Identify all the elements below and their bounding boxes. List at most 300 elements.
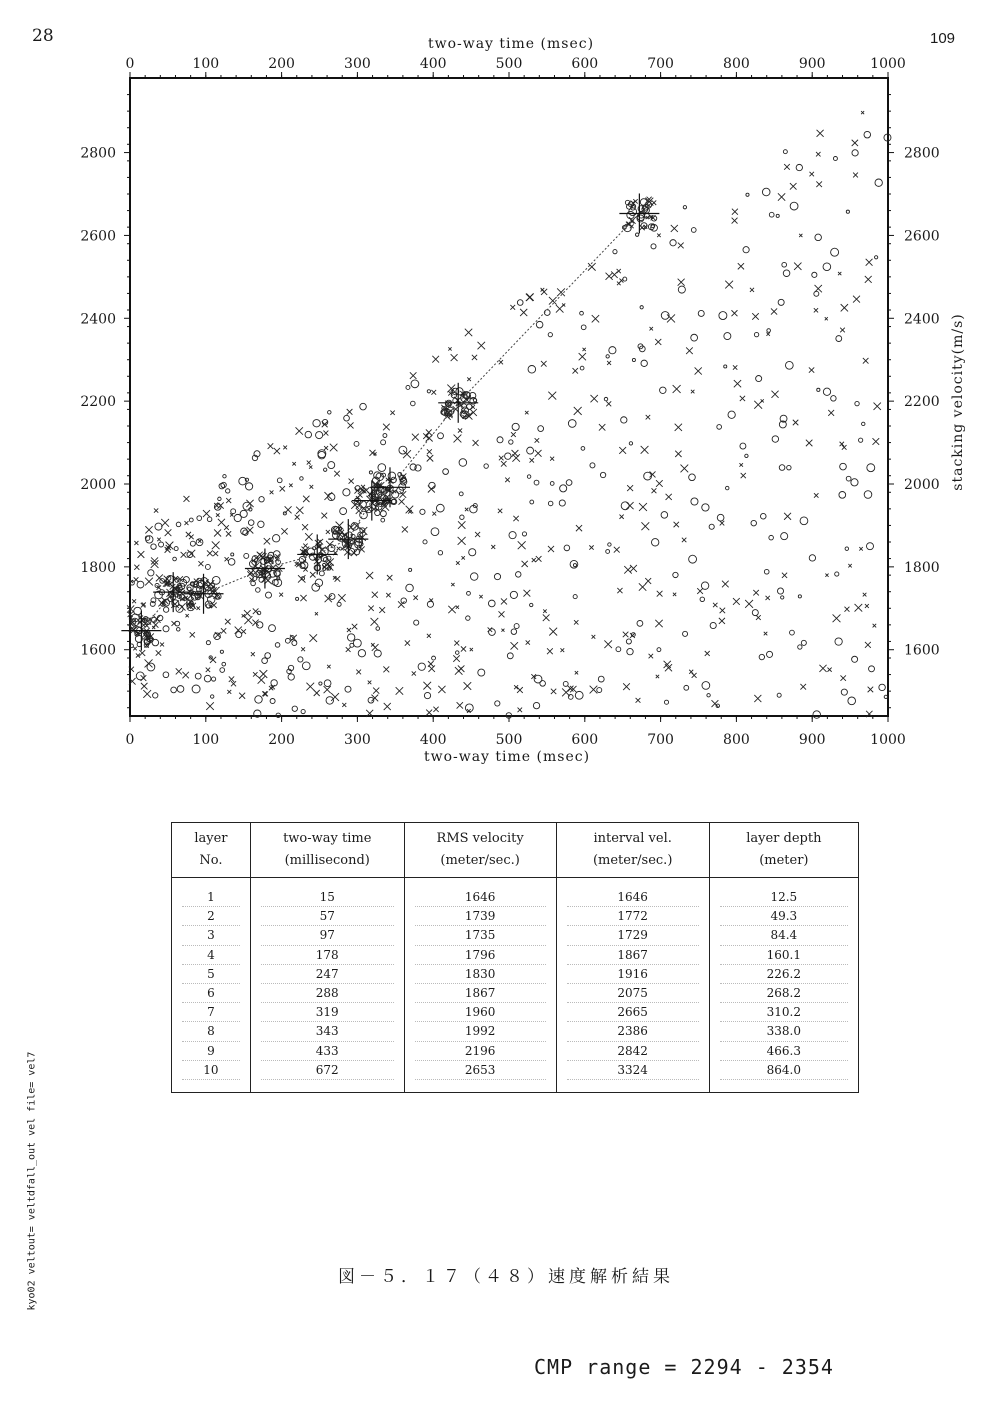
scatter-point-cross (325, 595, 332, 602)
scatter-point-cross (575, 671, 578, 674)
pick-trend-line (141, 213, 639, 630)
side-note-vertical: kyo02 veltout= veltdfall_out vel file= vel7 (26, 1051, 38, 1311)
y-axis-title: stacking velocity(m/s) (950, 313, 966, 491)
scatter-point-cross (691, 390, 695, 394)
rms-velocity-cell: 1796 (415, 946, 546, 965)
scatter-point-cross (184, 521, 188, 525)
scatter-point-circle (657, 648, 661, 652)
scatter-point-cross (873, 438, 880, 445)
scatter-point-cross (738, 263, 744, 269)
scatter-point-circle (438, 433, 444, 439)
layer-no-cell: 9 (182, 1042, 240, 1061)
scatter-point-cross (675, 451, 681, 457)
scatter-point-cross (841, 304, 848, 311)
scatter-point-cross (423, 682, 431, 690)
y-tick-label-right: 2000 (904, 477, 940, 493)
scatter-point-cross (402, 526, 408, 532)
scatter-point-circle (606, 355, 609, 358)
y-tick-label-right: 2800 (904, 145, 940, 162)
scatter-point-cross (212, 541, 220, 549)
scatter-point-cross (226, 498, 231, 503)
scatter-point-cross (458, 521, 465, 528)
scatter-point-cross (303, 544, 307, 548)
scatter-point-circle (514, 624, 519, 629)
scatter-point-cross (324, 446, 328, 450)
scatter-point-cross (713, 603, 717, 607)
scatter-point-cross (611, 271, 617, 277)
scatter-point-cross (338, 594, 345, 601)
scatter-point-cross (784, 164, 790, 170)
scatter-point-circle (226, 489, 230, 493)
scatter-point-cross (627, 485, 633, 491)
scatter-point-circle (163, 672, 169, 678)
scatter-point-circle (717, 514, 724, 521)
scatter-point-circle (651, 539, 658, 546)
scatter-point-circle (606, 550, 610, 554)
scatter-point-circle (231, 509, 236, 514)
scatter-point-cross (766, 596, 770, 600)
scatter-point-circle (581, 447, 585, 451)
y-tick-label-left: 1800 (80, 559, 116, 576)
scatter-point-circle (777, 693, 781, 697)
scatter-point-cross (384, 703, 391, 710)
scatter-point-circle (800, 517, 808, 525)
scatter-point-cross (292, 462, 295, 465)
scatter-point-cross (874, 403, 881, 410)
scatter-point-circle (740, 443, 746, 449)
scatter-point-cross (673, 385, 681, 393)
scatter-point-cross (296, 427, 303, 434)
scatter-point-circle (632, 358, 635, 361)
scatter-point-circle (151, 544, 156, 549)
scatter-point-cross (368, 606, 373, 611)
scatter-point-circle (781, 596, 784, 599)
scatter-point-cross (153, 622, 159, 628)
scatter-point-cross (344, 549, 350, 555)
layer-depth-cell: 338.0 (720, 1022, 848, 1041)
scatter-point-cross (535, 438, 540, 443)
velocity-results-table (171, 822, 859, 1093)
scatter-point-circle (517, 300, 523, 306)
scatter-point-circle (163, 626, 169, 632)
scatter-point-cross (145, 526, 152, 533)
scatter-point-cross (588, 263, 596, 271)
scatter-point-circle (783, 270, 790, 277)
scatter-point-cross (428, 486, 435, 493)
scatter-point-cross (793, 420, 798, 425)
scatter-point-circle (204, 675, 211, 682)
scatter-point-circle (220, 668, 225, 673)
scatter-point-cross (470, 648, 473, 651)
pick-markers (121, 193, 659, 650)
scatter-point-cross (451, 354, 458, 361)
scatter-point-cross (258, 676, 265, 683)
scatter-point-cross (178, 603, 185, 610)
scatter-point-cross (838, 272, 841, 275)
scatter-point-cross (366, 572, 373, 579)
scatter-point-circle (197, 516, 202, 521)
scatter-point-cross (505, 478, 510, 483)
scatter-point-cross (825, 317, 828, 320)
scatter-point-cross (423, 433, 429, 439)
scatter-point-cross (427, 449, 432, 454)
scatter-point-cross (457, 702, 463, 708)
scatter-point-cross (607, 361, 611, 365)
scatter-point-cross (641, 522, 649, 530)
scatter-point-circle (759, 654, 764, 659)
scatter-point-circle (136, 672, 144, 680)
scatter-point-circle (459, 492, 463, 496)
scatter-point-circle (862, 422, 865, 425)
scatter-point-cross (649, 654, 654, 659)
scatter-point-cross (518, 541, 526, 549)
scatter-point-circle (285, 638, 290, 643)
scatter-point-cross (176, 668, 182, 674)
scatter-point-cross (641, 446, 649, 454)
x-tick-label-bottom: 0 (125, 732, 135, 748)
scatter-point-circle (530, 603, 533, 606)
scatter-point-cross (289, 484, 292, 487)
scatter-point-cross (576, 525, 582, 531)
scatter-point-cross (461, 646, 466, 651)
interval-velocity-cell: 2665 (567, 1003, 699, 1022)
scatter-point-cross (319, 547, 326, 554)
scatter-point-cross (151, 557, 158, 564)
scatter-point-cross (814, 308, 818, 312)
y-tick-label-left: 2800 (80, 145, 116, 162)
x-tick-label-top: 500 (495, 56, 523, 72)
pick-marker (438, 383, 478, 423)
scatter-point-cross (448, 347, 451, 350)
scatter-point-cross (253, 672, 257, 676)
scatter-point-circle (251, 581, 256, 586)
scatter-point-cross (309, 465, 312, 468)
scatter-point-circle (207, 517, 212, 522)
scatter-point-circle (661, 512, 668, 519)
scatter-point-cross (547, 648, 553, 654)
scatter-point-cross (522, 561, 528, 567)
scatter-point-circle (300, 477, 303, 480)
scatter-point-circle (358, 650, 365, 657)
scatter-point-circle (176, 522, 181, 527)
scatter-point-cross (347, 628, 351, 632)
scatter-point-circle (222, 662, 226, 666)
scatter-point-cross (639, 583, 646, 590)
scatter-point-circle (536, 321, 543, 328)
scatter-point-circle (798, 645, 802, 649)
scatter-point-circle (752, 610, 758, 616)
scatter-point-circle (369, 471, 372, 474)
scatter-point-cross (451, 583, 454, 586)
scatter-point-cross (656, 675, 659, 678)
layer-no-cell: 6 (182, 984, 240, 1003)
x-tick-label-bottom: 500 (495, 732, 523, 748)
scatter-point-cross (655, 339, 661, 345)
scatter-point-circle (627, 648, 633, 654)
scatter-point-cross (750, 288, 754, 292)
scatter-point-circle (414, 620, 419, 625)
scatter-point-cross (761, 399, 764, 402)
scatter-point-circle (432, 656, 436, 660)
scatter-point-circle (270, 699, 275, 704)
scatter-point-circle (265, 592, 271, 598)
scatter-point-cross (800, 684, 806, 690)
scatter-point-circle (613, 250, 617, 254)
scatter-point-cross (574, 620, 578, 624)
scatter-point-circle (522, 532, 526, 536)
scatter-point-circle (236, 632, 242, 638)
scatter-point-cross (794, 263, 801, 270)
scatter-point-cross (599, 424, 605, 430)
scatter-point-cross (198, 561, 203, 566)
scatter-point-cross (341, 547, 344, 550)
scatter-point-circle (218, 497, 221, 500)
interval-velocity-cell: 2075 (567, 984, 699, 1003)
scatter-point-circle (745, 454, 748, 457)
scatter-point-circle (835, 572, 839, 576)
scatter-point-circle (724, 333, 731, 340)
scatter-point-cross (412, 434, 419, 441)
scatter-point-cross (756, 615, 761, 620)
layer-no-cell: 8 (182, 1022, 240, 1041)
scatter-point-circle (710, 622, 716, 628)
scatter-point-cross (873, 624, 877, 628)
scatter-point-cross (732, 218, 738, 224)
scatter-point-circle (664, 700, 668, 704)
scatter-point-circle (484, 464, 488, 468)
scatter-point-circle (823, 388, 830, 395)
scatter-point-cross (132, 599, 136, 603)
scatter-point-cross (536, 556, 542, 562)
scatter-point-circle (743, 247, 749, 253)
scatter-point-circle (469, 549, 476, 556)
scatter-point-cross (590, 395, 597, 402)
scatter-point-cross (733, 365, 737, 369)
scatter-point-cross (352, 624, 358, 630)
scatter-point-circle (220, 650, 223, 653)
scatter-point-circle (399, 446, 407, 454)
scatter-point-cross (673, 593, 676, 596)
scatter-point-circle (616, 647, 621, 652)
scatter-point-cross (548, 392, 556, 400)
scatter-point-circle (423, 540, 427, 544)
page-number-right: 109 (930, 30, 956, 47)
interval-velocity-cell: 1867 (567, 946, 699, 965)
scatter-point-circle (467, 591, 471, 595)
scatter-point-cross (225, 619, 231, 625)
scatter-point-cross (351, 501, 359, 509)
plot-frame-rect (130, 78, 888, 716)
scatter-point-cross (455, 667, 463, 675)
scatter-point-cross (541, 288, 545, 292)
layer-no-cell: 5 (182, 965, 240, 984)
scatter-point-cross (433, 707, 438, 712)
scatter-point-cross (652, 200, 657, 205)
scatter-point-circle (575, 691, 583, 699)
scatter-point-cross (511, 432, 516, 437)
scatter-point-circle (538, 426, 544, 432)
scatter-point-cross (617, 269, 621, 273)
scatter-point-cross (752, 313, 759, 320)
scatter-point-circle (275, 643, 280, 648)
scatter-point-circle (785, 361, 793, 369)
scatter-point-cross (478, 342, 486, 350)
scatter-point-cross (190, 632, 195, 637)
scatter-point-circle (324, 468, 327, 471)
x-tick-label-top: 300 (344, 56, 371, 72)
scatter-point-cross (548, 546, 554, 552)
scatter-point-circle (374, 472, 381, 479)
scatter-point-cross (541, 361, 547, 367)
scatter-point-circle (756, 375, 762, 381)
scatter-point-circle (573, 595, 577, 599)
scatter-point-cross (674, 522, 679, 527)
scatter-point-cross (310, 485, 314, 489)
scatter-point-circle (256, 588, 261, 593)
plot-frame (130, 78, 888, 716)
scatter-point-circle (746, 193, 749, 196)
scatter-point-cross (510, 305, 515, 310)
two-way-time-cell: 97 (261, 926, 394, 945)
scatter-point-cross (399, 499, 405, 505)
scatter-point-circle (488, 600, 495, 607)
scatter-point-cross (186, 532, 191, 537)
scatter-point-circle (159, 542, 164, 547)
scatter-point-circle (318, 450, 326, 458)
scatter-point-cross (386, 593, 390, 597)
figure-caption: 図－５．１７（４８）速度解析結果 (338, 1267, 674, 1287)
scatter-point-circle (455, 651, 459, 655)
scatter-point-circle (772, 436, 778, 442)
scatter-point-cross (745, 600, 753, 608)
scatter-point-cross (833, 614, 841, 622)
scatter-point-circle (152, 639, 159, 646)
scatter-point-cross (239, 693, 245, 699)
scatter-point-cross (479, 595, 482, 598)
scatter-point-cross (405, 640, 410, 645)
scatter-point-circle (153, 693, 158, 698)
rms-velocity-cell: 2196 (415, 1042, 546, 1061)
scatter-point-circle (231, 553, 234, 556)
scatter-point-circle (219, 483, 225, 489)
scatter-point-circle (778, 299, 784, 305)
scatter-point-circle (563, 681, 568, 686)
scatter-point-circle (629, 442, 632, 445)
scatter-point-circle (673, 572, 678, 577)
scatter-point-circle (707, 694, 710, 697)
two-way-time-cell: 343 (261, 1022, 394, 1041)
scatter-point-cross (491, 545, 495, 549)
scatter-point-circle (510, 591, 517, 598)
scatter-point-circle (494, 574, 500, 580)
scatter-point-circle (864, 131, 871, 138)
scatter-point-cross (809, 367, 814, 372)
y-tick-label-right: 2200 (904, 394, 940, 411)
scatter-point-cross (153, 615, 161, 623)
scatter-point-circle (324, 680, 331, 687)
scatter-point-cross (733, 598, 740, 605)
scatter-point-circle (700, 597, 704, 601)
x-axis-title-top: two-way time (msec) (427, 36, 595, 52)
scatter-point-circle (683, 631, 688, 636)
scatter-point-cross (799, 234, 802, 237)
two-way-time-cell: 15 (261, 888, 394, 907)
x-tick-label-bottom: 100 (192, 732, 220, 748)
scatter-point-circle (305, 431, 312, 438)
scatter-point-circle (411, 401, 416, 406)
scatter-point-cross (865, 642, 871, 648)
scatter-point-cross (309, 634, 317, 642)
scatter-point-cross (186, 614, 189, 617)
scatter-point-circle (801, 640, 806, 645)
scatter-point-cross (695, 367, 702, 374)
scatter-point-cross (303, 567, 307, 571)
scatter-point-cross (387, 575, 392, 580)
scatter-point-cross (475, 532, 480, 537)
scatter-point-cross (623, 632, 629, 638)
header-two-way-time: two-way time (millisecond) (250, 823, 404, 878)
interval-velocity-cell: 2842 (567, 1042, 699, 1061)
scatter-point-cross (432, 356, 439, 363)
scatter-point-cross (472, 355, 477, 360)
scatter-point-cross (383, 424, 390, 431)
scatter-point-cross (323, 431, 328, 436)
scatter-point-cross (274, 448, 280, 454)
scatter-point-circle (760, 513, 766, 519)
scatter-point-cross (740, 396, 745, 401)
scatter-point-cross (412, 671, 416, 675)
scatter-point-cross (356, 670, 361, 675)
scatter-point-circle (534, 480, 539, 485)
scatter-point-cross (281, 528, 287, 534)
scatter-point-circle (769, 535, 774, 540)
scatter-point-cross (689, 670, 693, 674)
interval-velocity-cell: 1772 (567, 907, 699, 926)
layer-no-cell: 7 (182, 1003, 240, 1022)
x-tick-label-top: 700 (647, 56, 674, 72)
layer-depth-cell: 864.0 (720, 1061, 848, 1080)
rms-velocity-cell: 1867 (415, 984, 546, 1003)
scatter-point-cross (461, 556, 464, 559)
scatter-point-circle (869, 666, 875, 672)
scatter-point-cross (314, 690, 320, 696)
scatter-point-circle (670, 240, 676, 246)
layer-no-cell: 2 (182, 907, 240, 926)
scatter-point-cross (630, 633, 635, 638)
scatter-point-circle (174, 547, 178, 551)
scatter-point-circle (548, 333, 552, 337)
scatter-point-circle (348, 634, 355, 641)
scatter-point-circle (495, 701, 500, 706)
scatter-point-circle (637, 620, 643, 626)
scatter-point-cross (330, 444, 338, 452)
scatter-point-circle (245, 483, 252, 490)
two-way-time-cell: 178 (261, 946, 394, 965)
scatter-point-circle (604, 397, 607, 400)
scatter-point-cross (562, 303, 565, 306)
scatter-point-cross (806, 440, 813, 447)
scatter-point-circle (259, 577, 264, 582)
scatter-point-circle (600, 472, 605, 477)
x-tick-label-bottom: 700 (647, 732, 674, 748)
scatter-point-cross (410, 372, 417, 379)
x-tick-label-top: 900 (798, 56, 826, 72)
scatter-point-cross (156, 650, 161, 655)
scatter-point-circle (678, 286, 685, 293)
scatter-point-circle (717, 425, 722, 430)
header-layer-depth: layer depth (meter) (709, 823, 858, 878)
scatter-point-cross (512, 454, 520, 462)
